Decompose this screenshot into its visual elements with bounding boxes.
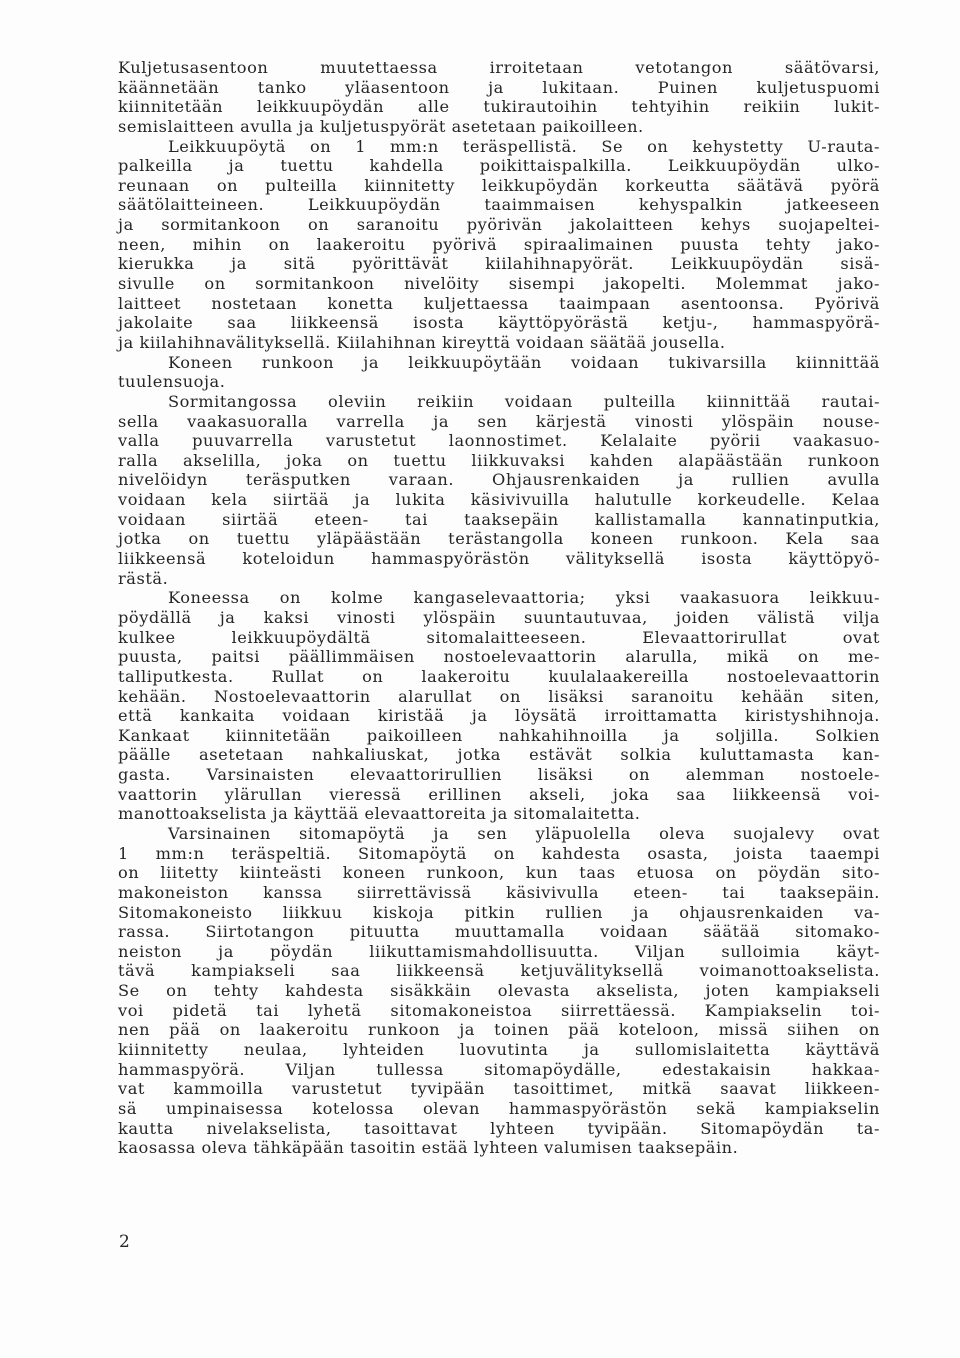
text-line: Koneen runkoon ja leikkuupöytään voidaan tukivarsilla kiinnittää: [168, 352, 880, 372]
text-line: että kankaita voidaan kiristää ja löysätä irroittamatta kiristyshihnoja.: [118, 706, 880, 726]
text-line: rästä.: [118, 568, 169, 588]
text-line: pöydällä ja kaksi vinosti ylöspäin suuntautuvaa, joiden välistä vilja: [118, 607, 880, 627]
text-line: manottoakselista ja käyttää elevaattoreita ja sitomalaitetta.: [118, 804, 641, 824]
text-line: kierukka ja sitä pyörittävät kiilahihnapyörät. Leikkuupöydän sisä-: [118, 254, 880, 274]
paragraph: [118, 137, 880, 353]
body-text: [118, 58, 880, 1158]
paragraph: [118, 824, 880, 1158]
text-line: sivulle on sormitankoon nivelöity sisempi jakopelti. Molemmat jako-: [118, 274, 880, 294]
text-line: päälle asetetaan nahkaliuskat, jotka estävät solkia kuluttamasta kan-: [118, 745, 880, 765]
text-line: neen, mihin on laakeroitu pyörivä spiraalimainen puusta tehty jako-: [118, 234, 880, 254]
text-line: Kankaat kiinnitetään paikoilleen nahkahihnoilla ja soljilla. Solkien: [118, 725, 880, 745]
text-line: gasta. Varsinaisten elevaattorirullien lisäksi on alemman nostoele-: [118, 765, 880, 785]
text-line: voidaan siirtää eteen- tai taaksepäin kallistamalla kannatinputkia,: [118, 509, 880, 529]
text-line: nen pää on laakeroitu runkoon ja toinen pää koteloon, missä siihen on: [118, 1020, 880, 1040]
paragraph: [118, 588, 880, 824]
text-line: kehään. Nostoelevaattorin alarullat on lisäksi saranoitu kehään siten,: [118, 686, 880, 706]
text-line: on liitetty kiinteästi koneen runkoon, kun taas etuosa on pöydän sito-: [118, 863, 880, 883]
text-line: Varsinainen sitomapöytä ja sen yläpuolella oleva suojalevy ovat: [168, 823, 880, 843]
text-line: rassa. Siirtotangon pituutta muuttamalla voidaan säätää sitomako-: [118, 922, 880, 942]
text-line: kiinnitetään leikkuupöydän alle tukirautoihin tehtyihin reikiin lukit-: [118, 97, 880, 117]
text-line: kiinnitetty neulaa, lyhteiden luovutinta ja sullomislaitetta käyttävä: [118, 1040, 880, 1060]
text-line: Kuljetusasentoon muutettaessa irroitetaan vetotangon säätövarsi,: [118, 58, 880, 77]
text-line: makoneiston kanssa siirrettävissä käsivivulla eteen- tai taaksepäin.: [118, 882, 880, 902]
text-line: laitteet nostetaan konetta kuljettaessa taaimpaan asentoonsa. Pyörivä: [118, 293, 880, 313]
text-line: reunaan on pulteilla kiinnitetty leikkupöydän korkeutta säätävä pyörä: [118, 175, 880, 195]
text-line: palkeilla ja tuettu kahdella poikittaispalkilla. Leikkuupöydän ulko-: [118, 156, 880, 176]
text-line: vaattorin ylärullan vieressä erillinen akseli, joka saa liikkeensä voi-: [118, 784, 880, 804]
text-line: kulkee leikkuupöydältä sitomalaitteeseen. Elevaattorirullat ovat: [118, 627, 880, 647]
text-line: ja kiilahihnavälityksellä. Kiilahihnan kireyttä voidaan säätää jousella.: [118, 332, 726, 352]
text-line: sä umpinaisessa kotelossa olevan hammaspyörästön sekä kampiakselin: [118, 1098, 880, 1118]
text-line: jotka on tuettu yläpäästään terästangolla koneen runkoon. Kela saa: [118, 529, 880, 549]
text-line: vat kammoilla varustetut tyvipään tasoittimet, mitkä saavat liikkeen-: [118, 1079, 880, 1099]
text-line: ralla akselilla, joka on tuettu liikkuvaksi kahden alapäästään runkoon: [118, 450, 880, 470]
text-line: neiston ja pöydän liikuttamismahdollisuutta. Viljan sulloimia käyt-: [118, 941, 880, 961]
page-number: 2: [119, 1232, 130, 1252]
text-line: voidaan kela siirtää ja lukita käsivivuilla halutulle korkeudelle. Kelaa: [118, 490, 880, 510]
paragraph: [118, 58, 880, 137]
text-line: Sormitangossa oleviin reikiin voidaan pulteilla kiinnittää rautai-: [168, 391, 880, 411]
text-line: tuulensuoja.: [118, 372, 226, 392]
text-line: 1 mm:n teräspeltiä. Sitomapöytä on kahdesta osasta, joista taaempi: [118, 843, 880, 863]
text-line: Koneessa on kolme kangaselevaattoria; yksi vaakasuora leikkuu-: [168, 588, 880, 608]
text-line: kaosassa oleva tähkäpään tasoitin estää lyhteen valumisen taaksepäin.: [118, 1138, 739, 1158]
text-line: nivelöidyn teräsputken varaan. Ohjausrenkaiden ja rullien avulla: [118, 470, 880, 490]
text-line: liikkeensä koteloidun hammaspyörästön välityksellä isosta käyttöpyö-: [118, 549, 880, 569]
text-line: puusta, paitsi päällimmäisen nostoelevaattorin alarulla, mikä on me-: [118, 647, 880, 667]
text-line: Leikkuupöytä on 1 mm:n teräspellistä. Se on kehystetty U-rauta-: [168, 136, 880, 156]
text-line: Se on tehty kahdesta sisäkkäin olevasta akselista, joten kampiakseli: [118, 981, 880, 1001]
text-line: valla puuvarrella varustetut laonnostimet. Kelalaite pyörii vaakasuo-: [118, 431, 880, 451]
text-line: Sitomakoneisto liikkuu kiskoja pitkin rullien ja ohjausrenkaiden va-: [118, 902, 880, 922]
text-line: käännetään tanko yläasentoon ja lukitaan. Puinen kuljetuspuomi: [118, 77, 880, 97]
paragraph: [118, 392, 880, 588]
text-line: sella vaakasuoralla varrella ja sen kärjestä vinosti ylöspäin nouse-: [118, 411, 880, 431]
text-line: ja sormitankoon on saranoitu pyörivän jakolaitteen kehys suojapeltei-: [118, 215, 880, 235]
text-line: hammaspyörä. Viljan tullessa sitomapöydälle, edestakaisin hakkaa-: [118, 1059, 880, 1079]
text-line: semislaitteen avulla ja kuljetuspyörät asetetaan paikoilleen.: [118, 116, 644, 136]
paragraph: [118, 353, 880, 392]
text-line: voi pidetä tai lyhetä sitomakoneistoa siirrettäessä. Kampiakselin toi-: [118, 1000, 880, 1020]
text-line: jakolaite saa liikkeensä isosta käyttöpyörästä ketju-, hammaspyörä-: [118, 313, 880, 333]
text-line: kautta nivelakselista, tasoittavat lyhteen tyvipään. Sitomapöydän ta-: [118, 1118, 880, 1138]
text-line: säätölaitteineen. Leikkuupöydän taaimmaisen kehyspalkin jatkeeseen: [118, 195, 880, 215]
text-line: talliputkesta. Rullat on laakeroitu kuulalaakereilla nostoelevaattorin: [118, 666, 880, 686]
text-line: tävä kampiakseli saa liikkeensä ketjuvälityksellä voimanottoakselista.: [118, 961, 880, 981]
